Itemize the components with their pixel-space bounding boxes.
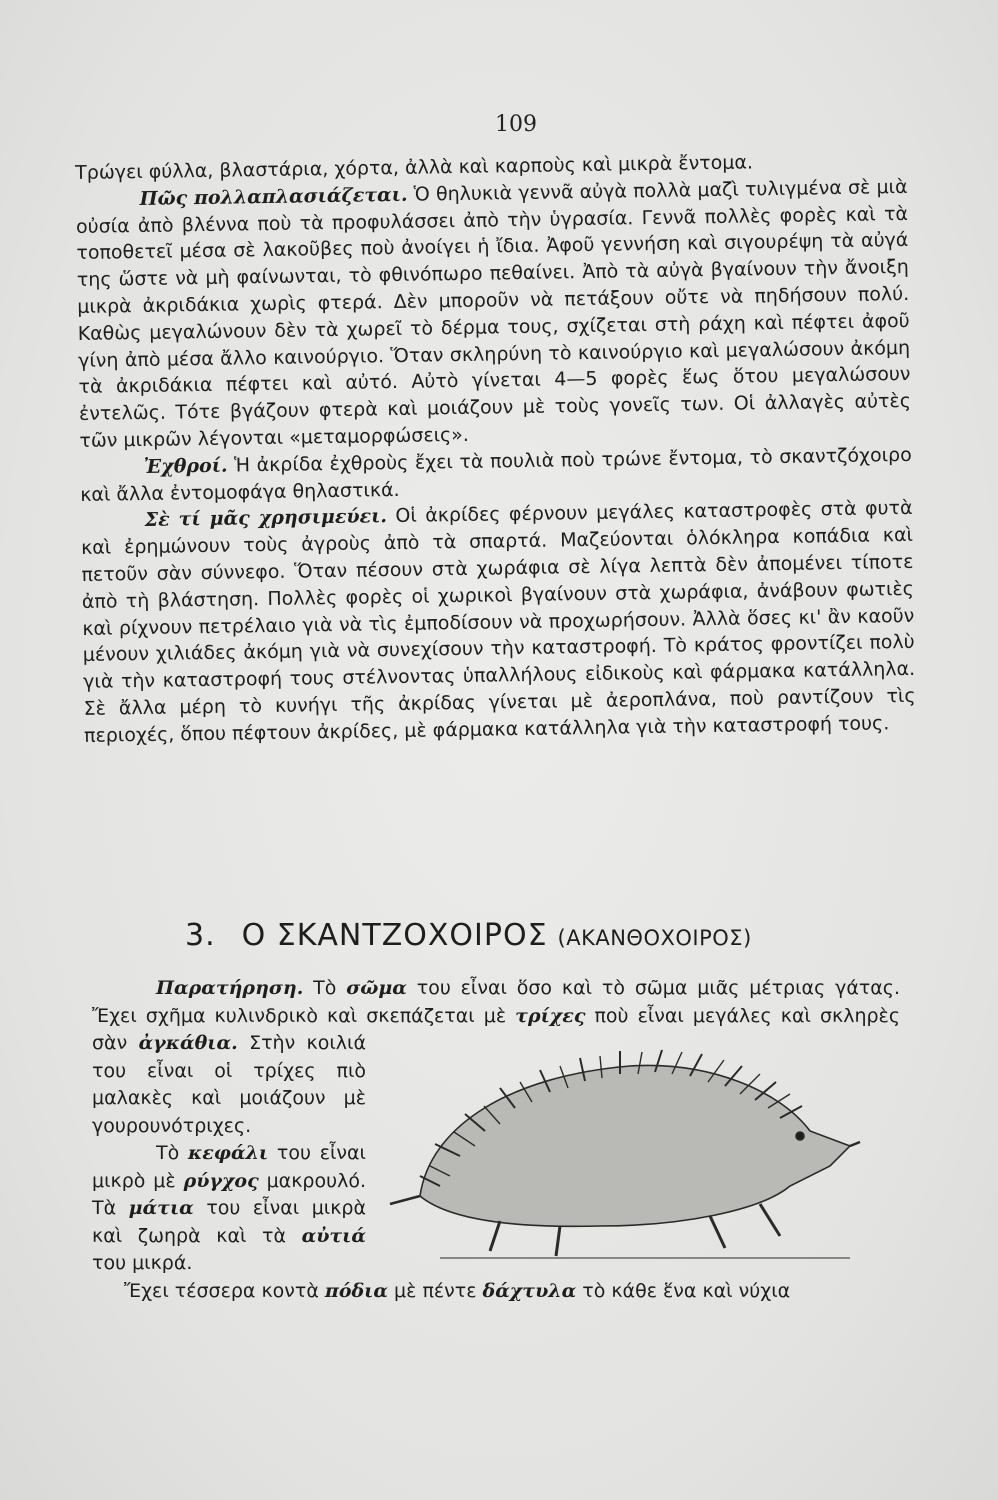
text-run: του μικρά. [92, 1252, 193, 1274]
text-run: μὲ πέντε [388, 1279, 483, 1302]
text-run: ποὺ εἶναι μεγάλες καὶ σκληρὲς σὰν [92, 1004, 900, 1054]
section-title: Ο ΣΚΑΝΤΖΟΧΟΙΡΟΣ [241, 918, 548, 953]
keyword-spines: ἀγκάθια. [138, 1032, 238, 1054]
text-run: μακρουλό. Τὰ [92, 1169, 366, 1219]
section-number: 3. [185, 918, 216, 953]
keyword-legs: πόδια [324, 1279, 388, 1302]
paragraph-usefulness [80, 495, 916, 749]
paragraph-food: Τρώγει φύλλα, βλαστάρια, χόρτα, ἀλλὰ καὶ καρποὺς καὶ μικρὰ ἔντομα. [75, 151, 754, 184]
heading-enemies: Ἐχθροί. [143, 454, 228, 478]
paragraph-legs [92, 1278, 900, 1306]
text-run: Τὸ [156, 1142, 188, 1164]
keyword-ears: αὐτιά [301, 1224, 366, 1247]
heading-observation: Παρατήρηση. [156, 977, 304, 999]
paragraph-observation [92, 975, 900, 1140]
hedgehog-illustration [380, 1036, 900, 1264]
text-run: του εἶναι μικρὰ καὶ ζωηρὰ καὶ τὰ [92, 1197, 366, 1247]
heading-usefulness: Σὲ τί μᾶς χρησιμεύει. [144, 505, 388, 532]
keyword-body: σῶμα [346, 977, 407, 999]
text-run: Τὸ [303, 977, 347, 999]
keyword-toes: δάχτυλα [482, 1279, 577, 1302]
page-number: 109 [495, 112, 537, 137]
text-run: του εἶναι ὅσο καὶ τὸ σῶμα μιᾶς μέτριας γάτας. Ἔχει σχῆμα κυλινδρικὸ καὶ σκεπάζεται μὲ [92, 977, 900, 1027]
section-alt-title: (ΑΚΑΝΘΟΧΟΙΡΟΣ) [557, 926, 752, 950]
keyword-eyes: μάτια [128, 1197, 194, 1219]
locust-section-text [75, 147, 916, 750]
text-run: του εἶναι μικρὸ μὲ [92, 1142, 366, 1192]
section-heading [185, 918, 905, 953]
usefulness-text: Οἱ ἀκρίδες φέρνουν μεγάλες καταστροφὲς στὰ φυτὰ καὶ ἐρημώνουν τοὺς ἀγροὺς ἀπὸ τὰ σπαρτά. Μαζεύονται ὁλόκληρα κοπάδια καὶ πετοῦν σὰν σύννεφο. Ὅταν πέσουν στὰ χωράφια σὲ λίγα λεπτὰ δὲν ἀπομένει τίποτε ἀπὸ τὴ βλάστηση. Πολλὲς φορὲς οἱ χωρικοὶ βγαίνουν στὰ χωράφια, ἀνάβουν φωτιὲς καὶ ρίχνουν πετρέλαιο γιὰ νὰ τὶς ἐμποδίσουν νὰ προχωρήσουν. Ἀλλὰ ὅσες κι' ἂν καοῦν μένουν χιλιάδες ἀκόμη γιὰ νὰ συνεχίσουν τὴν καταστροφή. Τὸ κράτος φροντίζει πολὺ γιὰ τὴν καταστροφή τους στέλνοντας ὑπαλλήλους εἰδικοὺς καὶ φάρμακα κατάλληλα. Σὲ ἄλλα μέρη τὸ κυνήγι τῆς ἀκρίδας γίνεται μὲ ἀεροπλάνα, ποὺ ραντίζουν τὶς περιοχές, ὅπου πέφτουν ἀκρίδες, μὲ φάρμακα κατάλληλα γιὰ τὴν καταστροφή τους. [80, 497, 916, 747]
hedgehog-section-text [92, 975, 900, 1305]
text-run: Στὴν κοιλιά του εἶναι οἱ τρίχες πιὸ μαλακὲς καὶ μοιάζουν μὲ γουρουνότριχες. [92, 1032, 366, 1137]
keyword-snout: ρύγχος [183, 1169, 259, 1192]
eye-icon [796, 1132, 804, 1140]
enemies-text: Ἡ ἀκρίδα ἐχθροὺς ἔχει τὰ πουλιὰ ποὺ τρώνε ἔντομα, τὸ σκαντζόχοιρο καὶ ἄλλα ἐντομοφάγα θηλαστικά. [80, 443, 912, 506]
heading-reproduction: Πῶς πολλαπλασιάζεται. [139, 183, 408, 210]
keyword-hairs: τρίχες [515, 1004, 586, 1027]
text-run: τὸ κάθε ἕνα καὶ νύχια [576, 1279, 791, 1302]
reproduction-text: Ὁ θηλυκιὰ γεννᾶ αὐγὰ πολλὰ μαζὶ τυλιγμένα σὲ μιὰ οὐσία ἀπὸ βλέννα ποὺ τὰ προφυλάσσει ἀπὸ τὴν ὑγρασία. Γεννᾶ πολλὲς φορὲς καὶ τὰ τοποθετεῖ μέσα σὲ λακοῦβες ποὺ ἀνοίγει ἡ ἴδια. Ἀφοῦ γεννήση καὶ σιγουρέψη τὰ αὐγά της ὥστε νὰ μὴ φαίνωνται, τὸ φθινόπωρο πεθαίνει. Ἀπὸ τὰ αὐγὰ βγαίνουν τὴν ἄνοιξη μικρὰ ἀκριδάκια χωρὶς φτερά. Δὲν μποροῦν νὰ πετάξουν οὔτε νὰ πηδήσουν πολύ. Καθὼς μεγαλώνουν δὲν τὰ χωρεῖ τὸ δέρμα τους, σχίζεται στὴ ράχη καὶ πέφτει ἀφοῦ γίνη ἀπὸ μέσα ἄλλο καινούργιο. Ὅταν σκληρύνη τὸ καινούργιο καὶ μεγαλώσουν ἀκόμη τὰ ἀκριδάκια πέφτει καὶ αὐτό. Αὐτὸ γίνεται 4—5 φορὲς ἕως ὅτου μεγαλώσουν ἐντελῶς. Τότε βγάζουν φτερὰ καὶ μοιάζουν μὲ τοὺς γονεῖς των. Οἱ ἀλλαγὲς αὐτὲς τῶν μικρῶν λέγονται «μεταμορφώσεις». [75, 175, 912, 452]
text-run: Ἔχει τέσσερα κοντὰ [124, 1279, 325, 1302]
hedgehog-drawing [390, 1050, 860, 1258]
keyword-head: κεφάλι [188, 1142, 269, 1164]
paragraph-reproduction [75, 174, 911, 455]
